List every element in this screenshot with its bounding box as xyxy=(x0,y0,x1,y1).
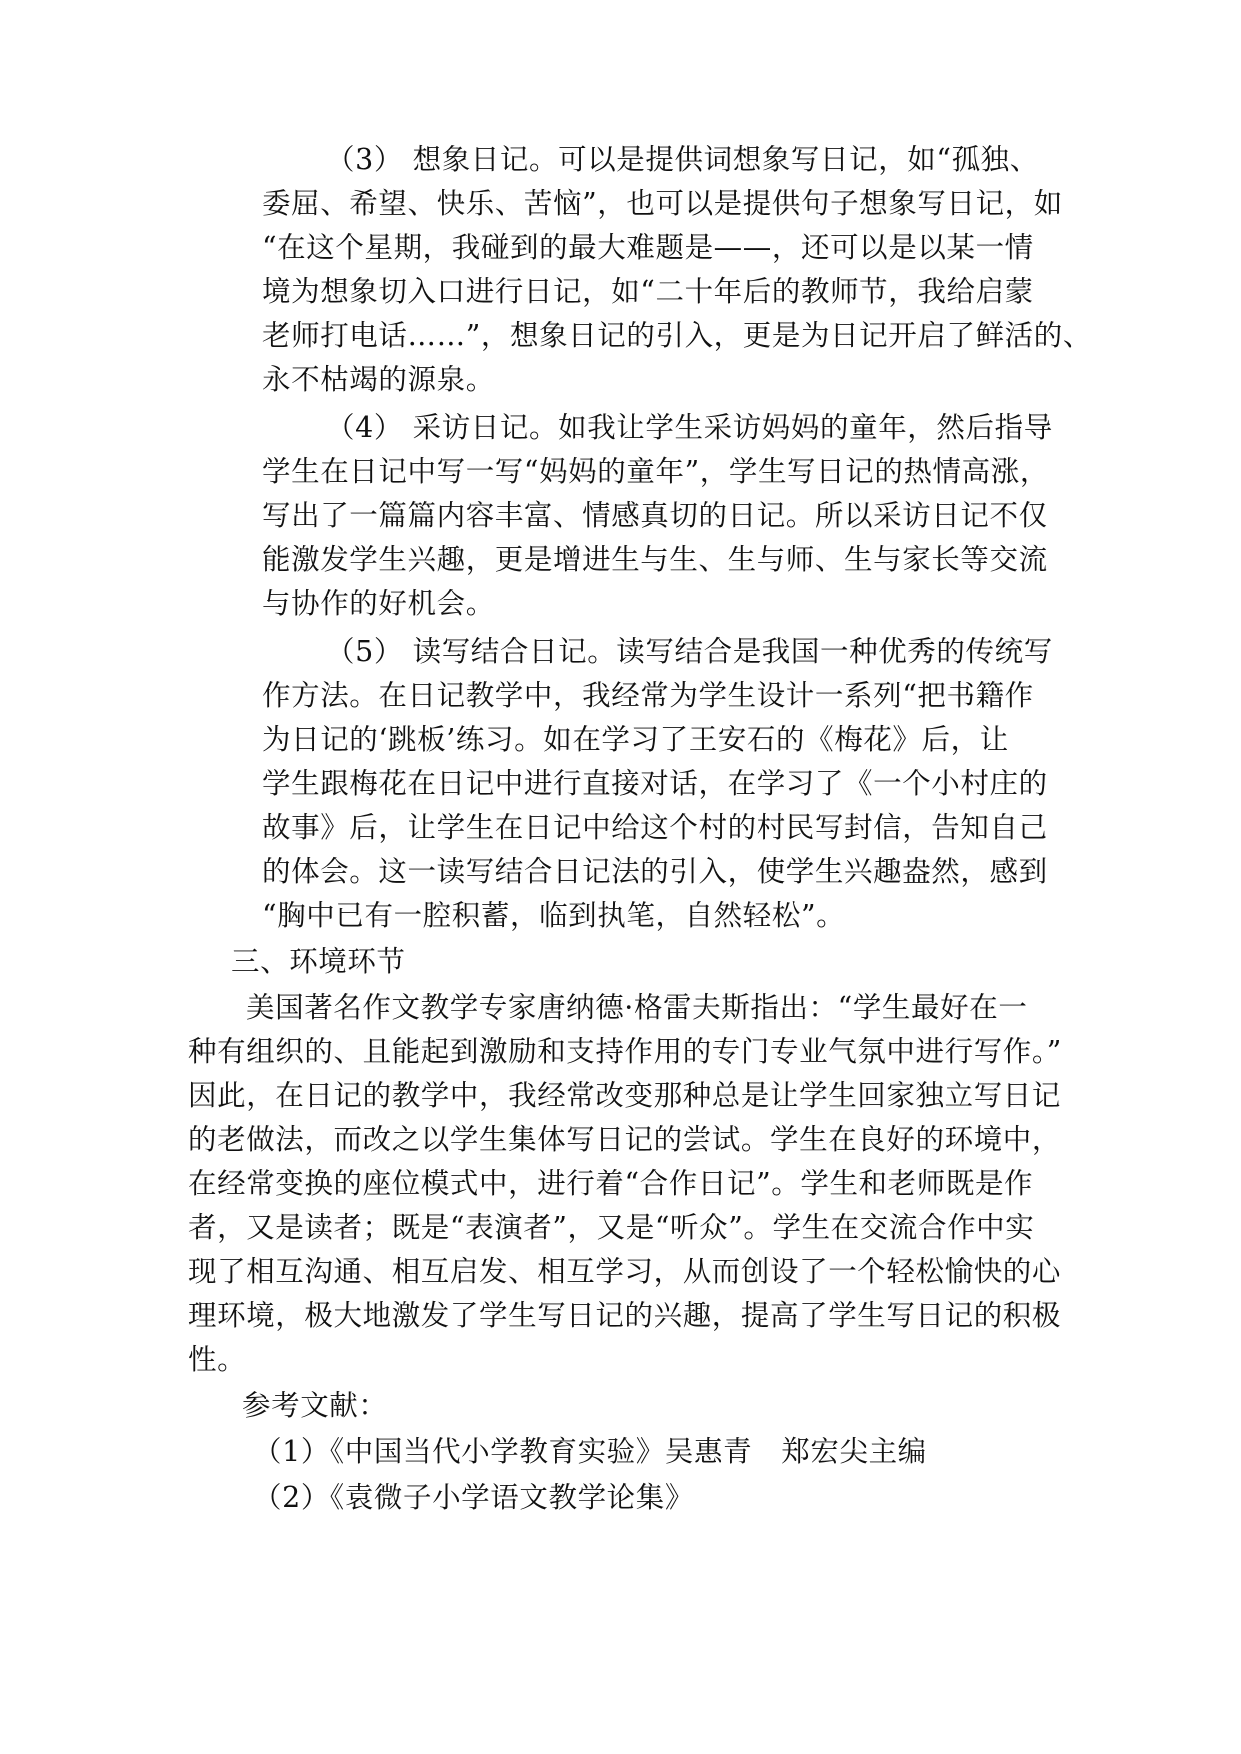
section3-line-1: 美国著名作文教学专家唐纳德·格雷夫斯指出：“学生最好在一 xyxy=(246,991,1028,1024)
item4-line-1: （4） 采访日记。如我让学生采访妈妈的童年，然后指导 xyxy=(326,411,1053,444)
item5-line-2: 作方法。在日记教学中，我经常为学生设计一系列“把书籍作 xyxy=(262,679,1034,712)
item5-line-1: （5） 读写结合日记。读写结合是我国一种优秀的传统写 xyxy=(326,635,1053,668)
item5-line-4: 学生跟梅花在日记中进行直接对话，在学习了《一个小村庄的 xyxy=(262,767,1048,800)
item3-line-2: 委屈、希望、快乐、苦恼”，也可以是提供句子想象写日记，如 xyxy=(262,187,1063,220)
section3-line-2: 种有组织的、且能起到激励和支持作用的专门专业气氛中进行写作。” xyxy=(188,1035,1062,1068)
item3-line-3: “在这个星期，我碰到的最大难题是——，还可以是以某一情 xyxy=(262,231,1034,264)
item5-line-6: 的体会。这一读写结合日记法的引入，使学生兴趣盎然，感到 xyxy=(262,855,1048,888)
section3-line-8: 理环境，极大地激发了学生写日记的兴趣，提高了学生写日记的积极 xyxy=(188,1299,1062,1332)
item4-line-4: 能激发学生兴趣，更是增进生与生、生与师、生与家长等交流 xyxy=(262,543,1048,576)
section3-line-6: 者，又是读者；既是“表演者”，又是“听众”。学生在交流合作中实 xyxy=(188,1211,1035,1244)
item3-line-5: 老师打电话……”，想象日记的引入，更是为日记开启了鲜活的、 xyxy=(262,319,1092,352)
section3-line-3: 因此，在日记的教学中，我经常改变那种总是让学生回家独立写日记 xyxy=(188,1079,1062,1112)
section3-line-5: 在经常变换的座位模式中，进行着“合作日记”。学生和老师既是作 xyxy=(188,1167,1034,1200)
item5-line-3: 为日记的‘跳板’练习。如在学习了王安石的《梅花》后，让 xyxy=(262,723,1009,756)
item4-line-2: 学生在日记中写一写“妈妈的童年”，学生写日记的热情高涨， xyxy=(262,455,1049,488)
item5-line-7: “胸中已有一腔积蓄，临到执笔，自然轻松”。 xyxy=(262,899,846,932)
item4-line-5: 与协作的好机会。 xyxy=(262,587,495,620)
item3-line-6: 永不枯竭的源泉。 xyxy=(262,363,495,396)
reference-item-1: （1）《中国当代小学教育实验》吴惠青 郑宏尖主编 xyxy=(253,1435,927,1468)
section3-line-9: 性。 xyxy=(188,1343,247,1376)
references-heading: 参考文献： xyxy=(242,1389,388,1422)
section3-line-4: 的老做法，而改之以学生集体写日记的尝试。学生在良好的环境中， xyxy=(188,1123,1062,1156)
item4-line-3: 写出了一篇篇内容丰富、情感真切的日记。所以采访日记不仅 xyxy=(262,499,1048,532)
item3-line-4: 境为想象切入口进行日记，如“二十年后的教师节，我给启蒙 xyxy=(262,275,1034,308)
reference-item-2: （2）《袁微子小学语文教学论集》 xyxy=(253,1481,694,1514)
section-heading-environment: 三、环境环节 xyxy=(231,945,406,978)
section3-line-7: 现了相互沟通、相互启发、相互学习，从而创设了一个轻松愉快的心 xyxy=(188,1255,1062,1288)
item5-line-5: 故事》后，让学生在日记中给这个村的村民写封信，告知自己 xyxy=(262,811,1048,844)
item3-line-1: （3） 想象日记。可以是提供词想象写日记，如“孤独、 xyxy=(326,143,1039,176)
